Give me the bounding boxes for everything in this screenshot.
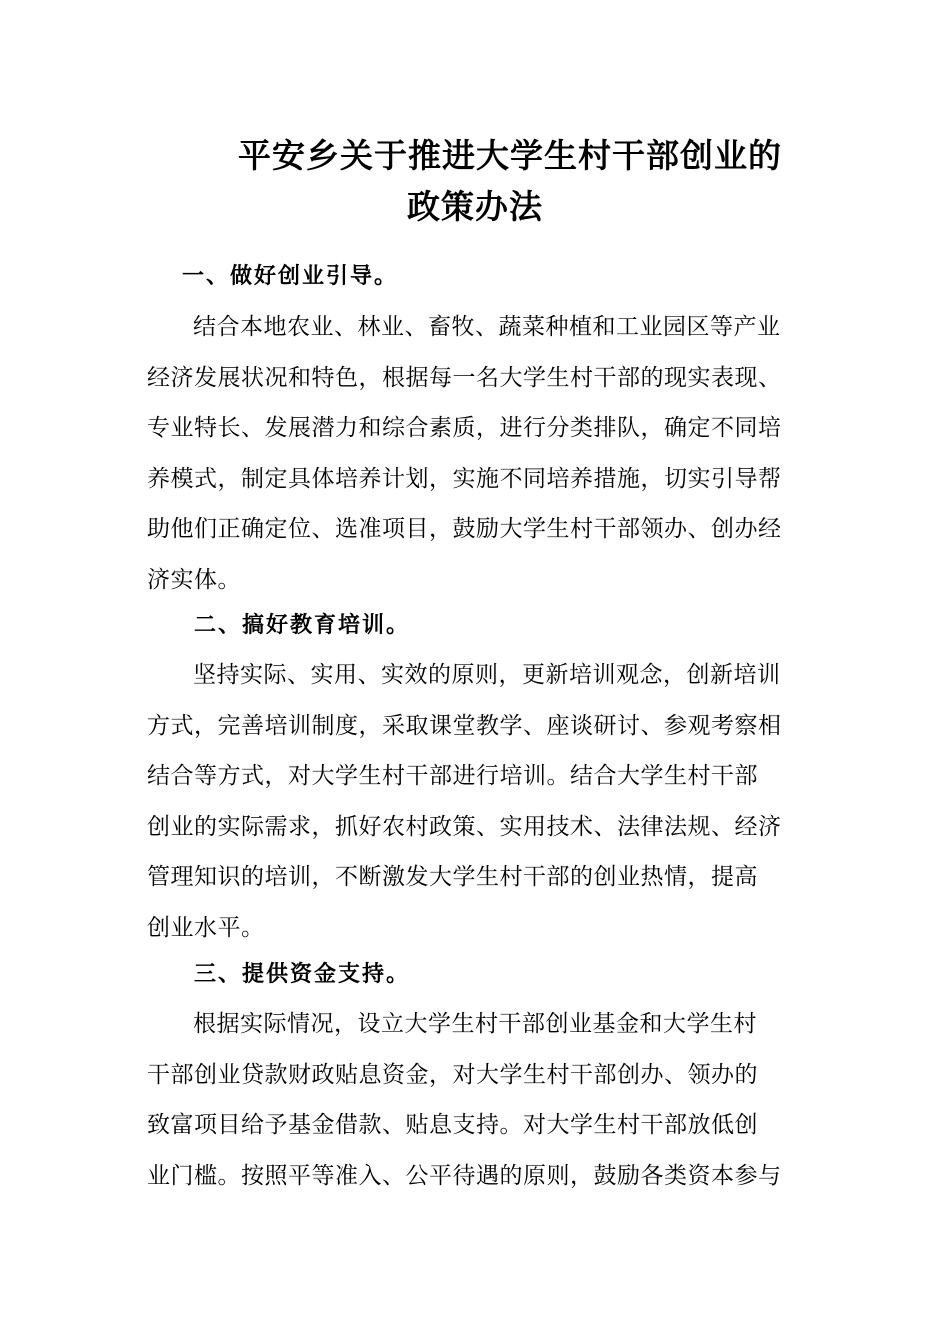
section-1-line-4: 养模式，制定具体培养计划，实施不同培养措施，切实引导帮 [147, 465, 782, 492]
section-1-heading: 一、做好创业引导。 [182, 264, 399, 289]
section-2-line-3: 结合等方式，对大学生村干部进行培训。结合大学生村干部 [147, 763, 758, 789]
section-2-heading: 二、搞好教育培训。 [194, 613, 411, 638]
section-1-line-3: 专业特长、发展潜力和综合素质，进行分类排队，确定不同培 [147, 415, 782, 441]
section-2-line-4: 创业的实际需求，抓好农村政策、实用技术、法律法规、经济 [147, 813, 782, 840]
section-2-body [147, 650, 827, 953]
section-1-body [147, 302, 827, 605]
section-3-line-1: 根据实际情况，设立大学生村干部创业基金和大学生村 [193, 1011, 757, 1037]
section-3-line-3: 致富项目给予基金借款、贴息支持。对大学生村干部放低创 [147, 1112, 758, 1138]
section-2-line-2: 方式，完善培训制度，采取课堂教学、座谈研讨、参观考察相 [147, 712, 782, 739]
document-title-line-1: 平安乡关于推进大学生村干部创业的 [238, 136, 782, 175]
section-1-line-1: 结合本地农业、林业、畜牧、蔬菜种植和工业园区等产业 [193, 314, 781, 340]
section-2-line-5: 管理知识的培训，不断激发大学生村干部的创业热情，提高 [147, 864, 758, 890]
section-3-heading: 三、提供资金支持。 [194, 962, 411, 987]
document-title-line-2: 政策办法 [407, 187, 543, 226]
section-3-line-2: 干部创业贷款财政贴息资金，对大学生村干部创办、领办的 [147, 1061, 758, 1088]
section-3-body [147, 999, 827, 1201]
section-2-line-6: 创业水平。 [147, 914, 265, 941]
section-2-line-1: 坚持实际、实用、实效的原则，更新培训观念，创新培训 [193, 662, 781, 688]
section-1-line-6: 济实体。 [147, 566, 241, 593]
section-1-line-5: 助他们正确定位、选准项目，鼓励大学生村干部领办、创办经 [147, 516, 782, 542]
section-1-line-2: 经济发展状况和特色，根据每一名大学生村干部的现实表现、 [147, 364, 782, 391]
section-3-line-4: 业门槛。按照平等准入、公平待遇的原则，鼓励各类资本参与 [147, 1162, 782, 1189]
